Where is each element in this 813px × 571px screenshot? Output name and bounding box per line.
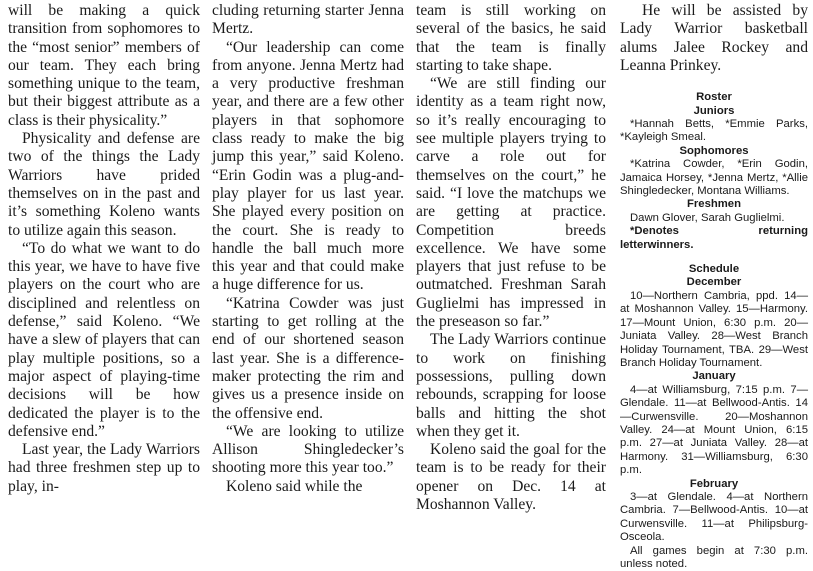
article-paragraph: The Lady Warriors continue to work on finishing possessions, pulling down rebounds, scrapping for loose balls and hitting the shot when they get it. [416, 331, 606, 440]
schedule-box [620, 263, 808, 571]
article-paragraph: “To do what we want to do this year, we have to have five players on the court who are disciplined and relentless on defense,” said Koleno. “We have a slew of players that can play multiple positions, so a major aspect of playing-time decisions will be how dedicated the player is to the defensive end.” [8, 239, 200, 440]
article-paragraph: “We are looking to utilize Allison Shingledecker’s shooting more this year too.” [212, 422, 404, 477]
sophomores-heading: Sophomores [679, 144, 749, 157]
game-time-note: All games begin at 7:30 p.m. unless noted. [620, 544, 808, 570]
article-column-3 [416, 2, 606, 514]
article-paragraph: “Our leadership can come from anyone. Jenna Mertz had a very productive freshman year, and there are a few other players in that sophomore class ready to make the big jump this year,” said Koleno. “Erin Godin was a plug-and-play player for us last year. She played every position on the court. She is ready to handle the ball much more this year and that could make a huge difference for us. [212, 38, 404, 294]
february-heading: February [689, 477, 739, 490]
article-column-4 [620, 2, 808, 571]
january-games: 4—at Williamsburg, 7:15 p.m. 7—Glendale. 11—at Bellwood-Antis. 14—Curwensville. 20—Moshannon Valley. 24—at Mount Union, 6:15 p.m. 27—at Juniata Valley. 28—at Harmony. 31—Williamsburg, 6:30 p.m. [620, 383, 808, 477]
article-paragraph: Physicality and defense are two of the things the Lady Warriors have prided themselves on in the past and it’s something Koleno wants to utilize again this season. [8, 130, 200, 239]
juniors-heading: Juniors [693, 104, 735, 117]
schedule-title: Schedule [688, 263, 740, 276]
freshmen-list: Dawn Glover, Sarah Guglielmi. [630, 211, 785, 224]
february-games: 3—at Glendale. 4—at Northern Cambria. 7—Bellwood-Antis. 10—at Curwensville. 11—at Philipsburg-Osceola. [620, 490, 808, 544]
article-paragraph: He will be assisted by Lady Warrior basketball alums Jalee Rockey and Leanna Prinkey. [620, 2, 808, 74]
article-paragraph: cluding returning starter Jenna Mertz. [212, 2, 404, 38]
article-column-1 [8, 2, 200, 496]
article-paragraph: “We are still finding our identity as a team right now, so it’s really encouraging to see multiple players trying to carve a role out for themselves on the court,” he said. “I love the matchups we are getting at practice. Competition breeds excellence. We have some players that just refuse to be outmatched. Freshman Sarah Guglielmi has impressed in the preseason so far.” [416, 75, 606, 331]
article-paragraph: Koleno said the goal for the team is to be ready for their opener on Dec. 14 at Moshannon Valley. [416, 441, 606, 514]
sophomores-list: *Katrina Cowder, *Erin Godin, Jamaica Horsey, *Jenna Mertz, *Allie Shingledecker, Montana Williams. [620, 158, 808, 198]
article-paragraph: Koleno said while the [226, 477, 363, 495]
article-paragraph: “Katrina Cowder was just starting to get rolling at the end of our shortened season last year. She is a difference-maker protecting the rim and gives us a presence inside on the offensive end. [212, 294, 404, 422]
juniors-list: *Hannah Betts, *Emmie Parks, *Kayleigh Smeal. [620, 118, 808, 144]
article-paragraph: will be making a quick transition from sophomores to the “most senior” members of our team. They each bring something unique to the team, but their biggest attribute as a class is their physicality.” [8, 2, 200, 129]
article-column-2 [212, 2, 404, 496]
article-paragraph: Last year, the Lady Warriors had three freshmen step up to play, in- [8, 441, 200, 495]
freshmen-heading: Freshmen [687, 198, 741, 211]
returning-note: *Denotes returning letterwinners. [620, 225, 808, 251]
december-heading: December [686, 276, 742, 289]
roster-box [620, 91, 808, 252]
january-heading: January [692, 370, 736, 383]
december-games: 10—Northern Cambria, ppd. 14—at Moshannon Valley. 15—Harmony. 17—Mount Union, 6:30 p.m. 20—Juniata Valley. 28—West Branch Holiday Tournament, TBA. 29—West Branch Holiday Tournament. [620, 289, 808, 369]
roster-title: Roster [696, 91, 732, 104]
article-paragraph: team is still working on several of the basics, he said that the team is finally starting to take shape. [416, 2, 606, 74]
